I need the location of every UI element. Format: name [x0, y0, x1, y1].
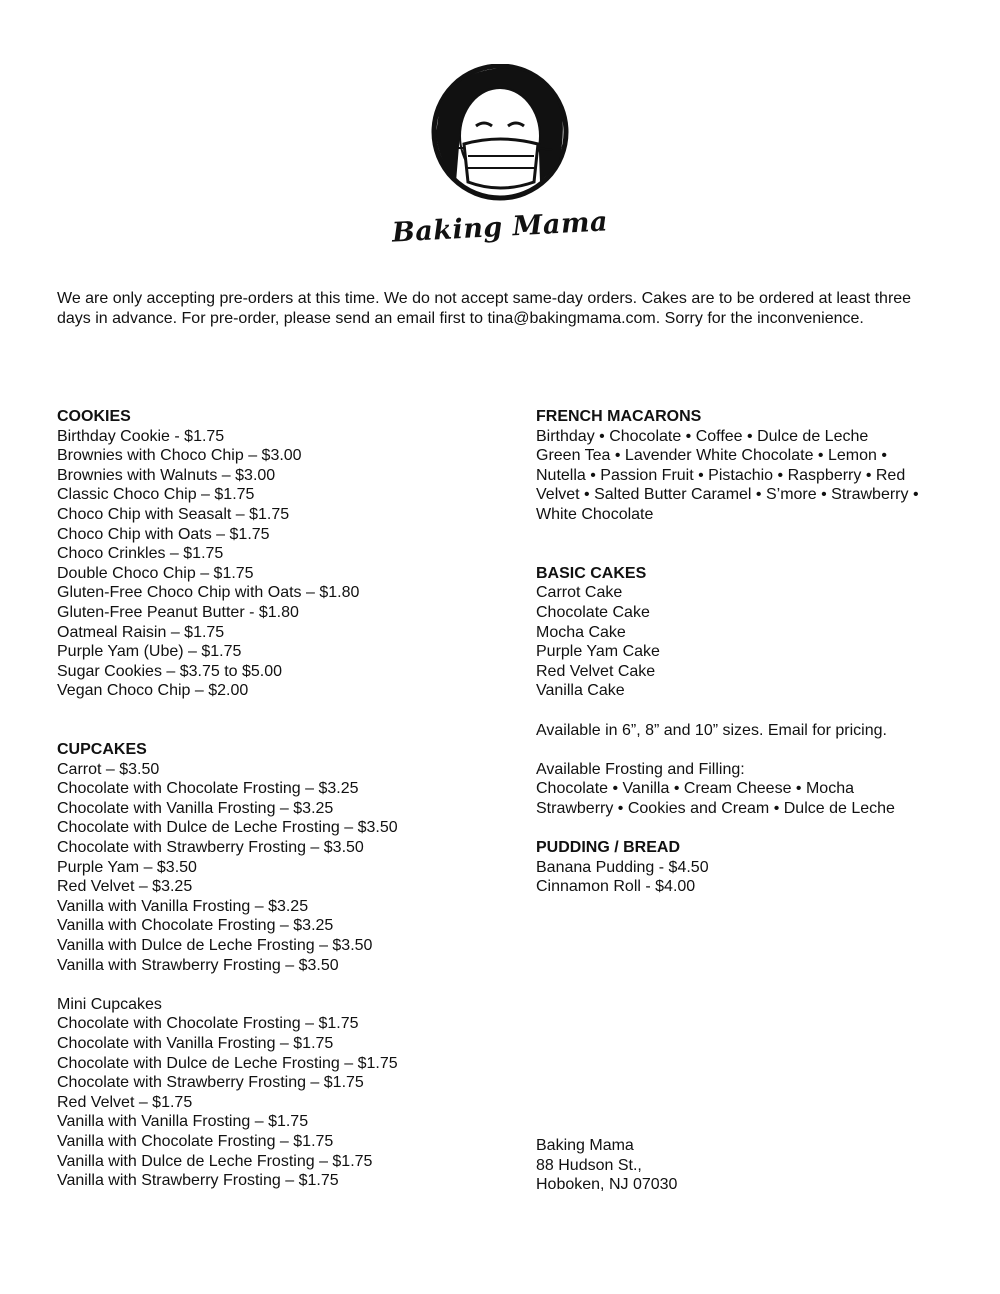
- list-item: Choco Chip with Seasalt – $1.75: [57, 505, 290, 523]
- basic-cakes-section: [536, 564, 946, 819]
- list-item: Vanilla with Vanilla Frosting – $1.75: [57, 1113, 309, 1131]
- preorder-notice: We are only accepting pre-orders at this time. We do not accept same-day orders. Cakes are to be ordered at least three days in advance. For pre-order, please send an email first to tina@bakingmama.com. Sorry for the inconvenience.: [57, 290, 912, 327]
- list-item: Vanilla Cake: [536, 682, 625, 700]
- list-item: Carrot – $3.50: [57, 760, 160, 778]
- list-item: Chocolate with Strawberry Frosting – $3.50: [57, 839, 364, 857]
- address-street: 88 Hudson St.,: [536, 1156, 642, 1174]
- pudding-bread-section: [536, 838, 946, 897]
- list-item: Gluten-Free Choco Chip with Oats – $1.80: [57, 584, 360, 602]
- list-item: Vanilla with Dulce de Leche Frosting – $3.50: [57, 937, 373, 955]
- masked-face-icon: [420, 64, 580, 204]
- menu-left-column: [57, 407, 497, 1191]
- list-item: Vanilla with Strawberry Frosting – $3.50: [57, 956, 339, 974]
- list-item: Red Velvet – $3.25: [57, 878, 193, 896]
- list-item: Red Velvet Cake: [536, 662, 656, 680]
- store-address: [536, 1136, 677, 1195]
- list-item: Oatmeal Raisin – $1.75: [57, 623, 225, 641]
- list-item: Chocolate with Dulce de Leche Frosting – $3.50: [57, 819, 398, 837]
- list-item: Mocha Cake: [536, 623, 626, 641]
- macarons-heading: FRENCH MACARONS: [536, 408, 702, 425]
- list-item: Choco Chip with Oats – $1.75: [57, 525, 270, 543]
- cookies-heading: COOKIES: [57, 408, 131, 425]
- list-item: Gluten-Free Peanut Butter - $1.80: [57, 603, 299, 621]
- list-item: White Chocolate: [536, 505, 654, 523]
- address-name: Baking Mama: [536, 1137, 634, 1154]
- cookies-section: [57, 407, 497, 701]
- list-item: Birthday • Chocolate • Coffee • Dulce de Leche: [536, 427, 869, 445]
- list-item: Vanilla with Chocolate Frosting – $1.75: [57, 1132, 334, 1150]
- list-item: Purple Yam (Ube) – $1.75: [57, 643, 242, 661]
- list-item: Vanilla with Chocolate Frosting – $3.25: [57, 917, 334, 935]
- list-item: Brownies with Choco Chip – $3.00: [57, 447, 302, 465]
- list-item: Chocolate with Dulce de Leche Frosting – $1.75: [57, 1054, 398, 1072]
- list-item: Vegan Choco Chip – $2.00: [57, 682, 249, 700]
- list-item: Nutella • Passion Fruit • Pistachio • Raspberry • Red: [536, 466, 906, 484]
- mini-cupcakes-heading: Mini Cupcakes: [57, 995, 162, 1013]
- list-item: Banana Pudding - $4.50: [536, 858, 709, 876]
- list-item: Choco Crinkles – $1.75: [57, 545, 224, 563]
- cupcakes-heading: CUPCAKES: [57, 741, 147, 759]
- list-item: Chocolate with Chocolate Frosting – $1.75: [57, 1015, 359, 1033]
- mini-cupcakes-section: [57, 995, 497, 1191]
- list-item: Velvet • Salted Butter Caramel • S’more • Strawberry •: [536, 486, 919, 504]
- list-item: Chocolate • Vanilla • Cream Cheese • Mocha: [536, 780, 854, 798]
- list-item: Brownies with Walnuts – $3.00: [57, 466, 276, 484]
- pudding-bread-heading: PUDDING / BREAD: [536, 839, 681, 857]
- list-item: Green Tea • Lavender White Chocolate • Lemon •: [536, 447, 887, 465]
- list-item: Vanilla with Strawberry Frosting – $1.75: [57, 1172, 339, 1190]
- brand-logo: [380, 64, 620, 254]
- basic-cakes-heading: BASIC CAKES: [536, 564, 647, 582]
- cupcakes-section: [57, 740, 497, 975]
- address-city: Hoboken, NJ 07030: [536, 1176, 678, 1194]
- list-item: Purple Yam Cake: [536, 643, 660, 661]
- list-item: Red Velvet – $1.75: [57, 1093, 193, 1111]
- list-item: Vanilla with Dulce de Leche Frosting – $1.75: [57, 1152, 373, 1170]
- list-item: Chocolate with Vanilla Frosting – $3.25: [57, 799, 334, 817]
- list-item: Chocolate with Chocolate Frosting – $3.25: [57, 780, 359, 798]
- list-item: Classic Choco Chip – $1.75: [57, 486, 255, 504]
- list-item: Purple Yam – $3.50: [57, 858, 197, 876]
- brand-name: Baking Mama: [391, 206, 609, 249]
- list-item: Birthday Cookie - $1.75: [57, 427, 225, 445]
- menu-right-column: [536, 407, 946, 897]
- list-item: Double Choco Chip – $1.75: [57, 564, 254, 582]
- list-item: Sugar Cookies – $3.75 to $5.00: [57, 662, 283, 680]
- list-item: Carrot Cake: [536, 584, 623, 602]
- list-item: Vanilla with Vanilla Frosting – $3.25: [57, 897, 309, 915]
- list-item: Cinnamon Roll - $4.00: [536, 878, 696, 896]
- list-item: Chocolate Cake: [536, 603, 650, 621]
- macarons-section: [536, 407, 946, 525]
- list-item: Chocolate with Vanilla Frosting – $1.75: [57, 1035, 334, 1052]
- cake-sizes-note: Available in 6”, 8” and 10” sizes. Email for pricing.: [536, 721, 887, 739]
- list-item: Chocolate with Strawberry Frosting – $1.75: [57, 1074, 364, 1092]
- list-item: Strawberry • Cookies and Cream • Dulce de Leche: [536, 799, 895, 817]
- frosting-label: Available Frosting and Filling:: [536, 760, 745, 778]
